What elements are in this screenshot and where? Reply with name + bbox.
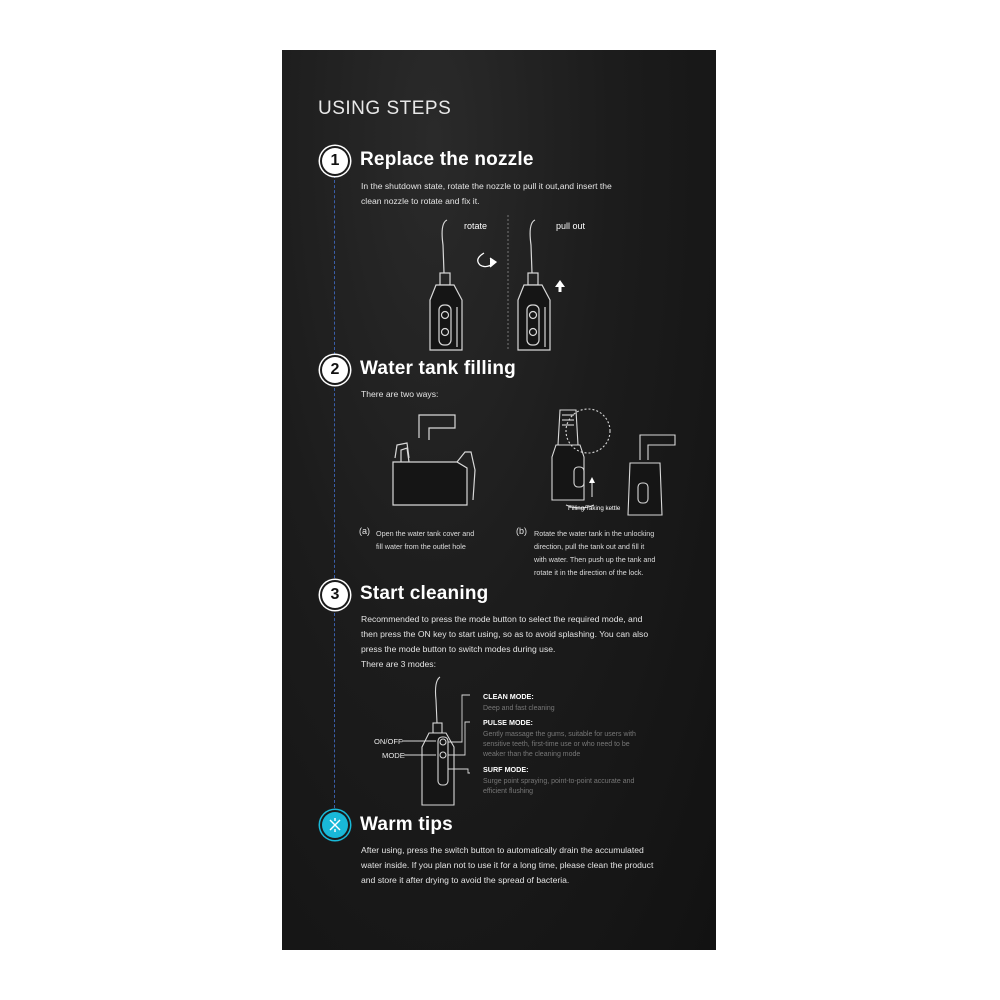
step-1-text-line: clean nozzle to rotate and fix it. [361,196,480,206]
step-3-text [361,612,711,672]
mode-label: MODE [382,751,405,760]
device-left [430,220,462,350]
step-2-intro: There are two ways: [361,389,439,399]
option-a-text [376,527,474,553]
water-flosser-illustration [410,675,490,810]
modes-list [483,692,698,797]
tips-text-line: water inside. If you plan not to use it for a long time, please clean the product [361,860,654,870]
page-title: USING STEPS [318,98,452,119]
step-1-text [361,179,701,209]
tank-fill-illustration-b [550,405,690,520]
tips-icon [322,812,348,838]
kettle-label: Filling/Taking kettle [568,505,621,512]
step-3-text-line: then press the ON key to start using, so as to avoid splashing. You can also [361,629,649,639]
pulse-mode-desc-line: sensitive teeth, first-time use or who need to be [483,741,630,748]
on-off-label: ON/OFF [374,737,403,746]
step-3-title: Start cleaning [360,583,489,604]
step-3-number: 3 [322,582,348,608]
pulse-mode-desc [483,730,698,760]
tips-text [361,843,711,888]
step-3-text-line: press the mode button to switch modes during use. [361,644,556,654]
option-b-marker: (b) [516,526,527,536]
pulse-mode-title: PULSE MODE: [483,718,533,727]
timeline-dash-3 [334,608,335,808]
rotate-arrow-icon [478,253,496,267]
option-a-line: Open the water tank cover and [376,529,475,538]
step-3-text-line: Recommended to press the mode button to select the required mode, and [361,614,643,624]
timeline-dash-1 [334,175,335,355]
tips-title: Warm tips [360,814,453,835]
step-1-text-line: In the shutdown state, rotate the nozzle to pull it out,and insert the [361,181,612,191]
surf-mode-desc-line: Surge point spraying, point-to-point accurate and [483,778,635,785]
device-right [518,220,550,350]
tips-text-line: After using, press the switch button to automatically drain the accumulated [361,845,644,855]
step-1-number: 1 [322,148,348,174]
sparkle-icon [322,812,348,838]
option-b-line: direction, pull the tank out and fill it [534,542,645,551]
pulse-mode-desc-line: weaker than the cleaning mode [483,751,581,758]
option-b-text [534,527,655,579]
up-arrow-icon [555,280,565,292]
pull-out-label: pull out [556,221,586,231]
tank-fill-illustration-a [387,410,477,510]
nozzle-replace-illustration [422,215,572,355]
option-b-line: rotate it in the direction of the lock. [534,568,644,577]
option-b-line: Rotate the water tank in the unlocking [534,529,655,538]
instruction-panel [282,50,716,950]
surf-mode-desc-line: efficient flushing [483,788,534,795]
step-2-number: 2 [322,357,348,383]
clean-mode-title: CLEAN MODE: [483,692,534,701]
option-a-line: fill water from the outlet hole [376,542,466,551]
timeline-dash-2 [334,383,335,583]
option-b-line: with water. Then push up the tank and [534,555,656,564]
surf-mode-title: SURF MODE: [483,765,529,774]
surf-mode-desc [483,777,698,797]
step-2-title: Water tank filling [360,358,516,379]
option-a-marker: (a) [359,526,370,536]
step-1-title: Replace the nozzle [360,149,534,170]
clean-mode-desc: Deep and fast cleaning [483,705,555,712]
pulse-mode-desc-line: Gently massage the gums, suitable for users with [483,731,636,738]
step-3-text-line: There are 3 modes: [361,659,436,669]
rotate-label: rotate [464,221,488,231]
tips-text-line: and store it after drying to avoid the spread of bacteria. [361,875,570,885]
